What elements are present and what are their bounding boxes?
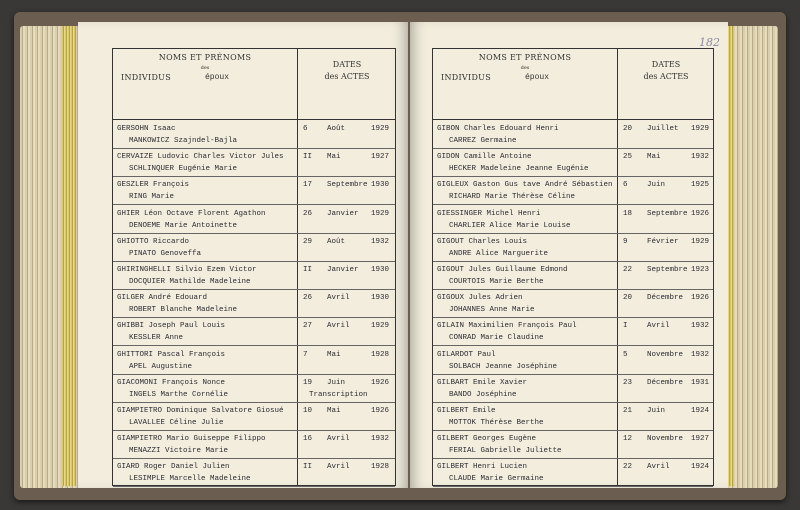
act-day: 18 xyxy=(623,209,633,218)
act-year: 1926 xyxy=(691,294,710,303)
register-entry xyxy=(433,121,713,149)
register-entry xyxy=(433,177,713,205)
left-page xyxy=(78,22,408,488)
register-entry xyxy=(113,347,395,375)
wife-name: CONRAD Marie Claudine xyxy=(449,334,544,343)
act-day: 17 xyxy=(303,181,313,190)
act-day: 16 xyxy=(303,435,313,444)
register-entry xyxy=(113,375,395,403)
act-day: II xyxy=(303,266,313,274)
register-entry xyxy=(433,262,713,290)
register-entry xyxy=(433,459,713,487)
husband-name: GILARDOT Paul xyxy=(437,350,496,359)
wife-name: SCHLINQUER Eugénie Marie xyxy=(129,165,238,174)
register-entry xyxy=(433,318,713,346)
wife-name: INGELS Marthe Cornélie xyxy=(129,390,229,399)
act-year: 1926 xyxy=(371,407,390,415)
act-year: 1931 xyxy=(691,378,710,387)
wife-name: DENOEME Marie Antoinette xyxy=(129,221,238,230)
act-month: Mai xyxy=(647,153,661,162)
husband-name: GERSOHN Isaac xyxy=(117,125,176,133)
wife-name: MOTTOK Thérèse Berthe xyxy=(449,419,544,427)
husband-name: GHIER Léon Octave Florent Agathon xyxy=(117,209,266,218)
act-month: Septembre xyxy=(647,209,688,218)
act-month: Août xyxy=(327,237,346,246)
register-entry xyxy=(113,262,395,290)
wife-name: ROBERT Blanche Madeleine xyxy=(129,306,238,315)
gilt-edge-left xyxy=(62,26,76,486)
register-entry xyxy=(433,290,713,318)
register-entry xyxy=(113,121,395,149)
husband-name: GIGOUT Jules Guillaume Edmond xyxy=(437,266,568,274)
register-entry xyxy=(433,234,713,262)
act-year: 1930 xyxy=(371,294,390,303)
act-month: Août xyxy=(327,125,346,133)
act-day: 29 xyxy=(303,237,313,246)
wife-name: DOCQUIER Mathilde Madeleine xyxy=(129,278,251,286)
register-entry xyxy=(113,459,395,487)
act-year: 1923 xyxy=(691,266,710,274)
act-day: 6 xyxy=(303,125,308,133)
act-year: 1929 xyxy=(371,125,390,133)
dates-column-header: DATES des ACTES xyxy=(643,60,689,81)
page-number: 182 xyxy=(699,36,720,49)
wife-name: CLAUDE Marie Germaine xyxy=(449,475,544,484)
register-entry xyxy=(433,206,713,234)
act-year: 1926 xyxy=(371,378,390,387)
husband-name: GIAMPIETRO Mario Guiseppe Filippo xyxy=(117,435,266,444)
act-month: Mai xyxy=(327,350,341,359)
act-month: Mai xyxy=(327,407,341,415)
act-month: Juin xyxy=(647,407,666,415)
register-entry xyxy=(433,149,713,177)
wife-name: JOHANNES Anne Marie xyxy=(449,306,535,315)
act-year: 1927 xyxy=(371,153,390,162)
act-month: Avril xyxy=(327,322,350,331)
act-year: 1930 xyxy=(371,181,390,190)
act-year: 1929 xyxy=(371,209,390,218)
act-day: 10 xyxy=(303,407,313,415)
act-day: 20 xyxy=(623,125,633,133)
left-register-table: NOMS ET PRÉNOMS des INDIVIDUS époux DATES des ACTES GERSOHN Isaac MANKOWICZ Szajndel-Bajla 6 Août 1929 CERVAIZE Ludovic Charles Victor Jules SCHLINQUER Eugénie Marie II Mai 1927 GESZLER François RING Marie 17 Septembre 1930 GHIER Léon Octave Florent Agathon DENOEME Marie Antoinette 26 Janvier 1929 GHIOTTO Riccardo PINATO Genoveffa 29 Août 1932 GHIRINGHELLI Silvio Ezem Victor DOCQUIER Mathilde Madeleine II Janvier 1930 GILGER André Edouard ROBERT Blanche Madeleine 26 Avril 1930 GHIBBI Joseph Paul Louis KESSLER Anne 27 Avril 1929 GHITTORI Pascal François APEL Augustine 7 Mai 1928 GIACOMONI François Nonce INGELS Marthe Cornélie 19 Juin 1926 Transcription GIAMPIETRO Dominique Salvatore Giosué LAVALLEE Céline Julie 10 Mai 1926 GIAMPIETRO Mario Guiseppe Filippo MENAZZI Victoire Marie 16 Avril 1932 GIARD Roger Daniel Julien LESIMPLE Marcelle Madeleine II Avril 1928 xyxy=(112,48,396,486)
act-month: Avril xyxy=(327,294,350,303)
husband-name: GHITTORI Pascal François xyxy=(117,350,226,359)
wife-name: PINATO Genoveffa xyxy=(129,249,202,258)
register-entry xyxy=(433,431,713,459)
husband-name: GIGOUT Charles Louis xyxy=(437,237,528,246)
act-year: 1932 xyxy=(371,435,390,444)
act-month: Juin xyxy=(327,378,346,387)
act-month: Septembre xyxy=(647,266,688,274)
act-day: 21 xyxy=(623,407,633,415)
act-month: Mai xyxy=(327,153,341,162)
husband-name: GIGLEUX Gaston Gus tave André Sébastien xyxy=(437,181,613,190)
act-year: 1929 xyxy=(691,237,710,246)
register-entry xyxy=(113,177,395,205)
act-year: 1927 xyxy=(691,435,710,444)
register-entry xyxy=(433,403,713,431)
husband-name: GIAMPIETRO Dominique Salvatore Giosué xyxy=(117,407,284,415)
wife-name: RICHARD Marie Thérèse Céline xyxy=(449,193,576,202)
act-month: Avril xyxy=(647,463,670,472)
dates-column-header: DATES des ACTES xyxy=(324,60,370,81)
act-year: 1932 xyxy=(371,237,390,246)
wife-name: HECKER Madeleine Jeanne Eugénie xyxy=(449,165,589,174)
act-year: 1929 xyxy=(691,125,710,133)
act-year: 1930 xyxy=(371,266,390,274)
act-day: 26 xyxy=(303,294,313,303)
act-day: 26 xyxy=(303,209,313,218)
act-month: Décembre xyxy=(647,378,684,387)
act-month: Janvier xyxy=(327,266,359,274)
act-month: Juillet xyxy=(647,125,679,133)
act-month: Novembre xyxy=(647,350,684,359)
husband-name: GHIOTTO Riccardo xyxy=(117,237,190,246)
register-entry xyxy=(433,375,713,403)
act-day: 6 xyxy=(623,181,628,190)
husband-name: GILBERT Henri Lucien xyxy=(437,463,528,472)
act-day: II xyxy=(303,463,313,472)
wife-name: COURTOIS Marie Berthe xyxy=(449,278,544,286)
act-day: 19 xyxy=(303,378,313,387)
act-day: 7 xyxy=(303,350,308,359)
act-day: 22 xyxy=(623,463,633,472)
act-day: II xyxy=(303,153,313,162)
wife-name: ANDRE Alice Marguerite xyxy=(449,249,549,258)
act-day: 9 xyxy=(623,237,628,246)
act-year: 1932 xyxy=(691,322,710,331)
husband-name: GILBERT Georges Eugène xyxy=(437,435,537,444)
act-year: 1928 xyxy=(371,350,390,359)
husband-name: GIBON Charles Edouard Henri xyxy=(437,125,559,133)
husband-name: GHIBBI Joseph Paul Louis xyxy=(117,322,226,331)
act-day: 27 xyxy=(303,322,313,331)
act-year: 1932 xyxy=(691,153,710,162)
act-month: Septembre xyxy=(327,181,368,190)
wife-name: RING Marie xyxy=(129,193,175,202)
act-year: 1928 xyxy=(371,463,390,472)
wife-name: APEL Augustine xyxy=(129,362,193,371)
act-year: 1926 xyxy=(691,209,710,218)
act-year: 1924 xyxy=(691,407,710,415)
wife-name: KESSLER Anne xyxy=(129,334,184,343)
act-year: 1932 xyxy=(691,350,710,359)
act-day: 23 xyxy=(623,378,633,387)
register-entry xyxy=(113,234,395,262)
husband-name: CERVAIZE Ludovic Charles Victor Jules xyxy=(117,153,284,162)
act-month: Novembre xyxy=(647,435,684,444)
act-month: Février xyxy=(647,237,679,246)
husband-name: GIESSINGER Michel Henri xyxy=(437,209,541,218)
register-entry xyxy=(113,318,395,346)
right-page xyxy=(410,22,728,488)
wife-name: LAVALLEE Céline Julie xyxy=(129,419,224,427)
wife-name: FERIAL Gabrielle Juliette xyxy=(449,447,562,456)
act-month: Janvier xyxy=(327,209,359,218)
act-day: 20 xyxy=(623,294,633,303)
husband-name: GILBERT Emile xyxy=(437,407,496,415)
act-month: Avril xyxy=(327,463,350,472)
act-month: Avril xyxy=(647,322,670,331)
act-day: I xyxy=(623,322,628,331)
register-entry xyxy=(433,347,713,375)
act-day: 5 xyxy=(623,350,628,359)
act-day: 22 xyxy=(623,266,633,274)
wife-name: MENAZZI Victoire Marie xyxy=(129,447,229,456)
register-entry xyxy=(113,149,395,177)
act-year: 1925 xyxy=(691,181,710,190)
act-month: Avril xyxy=(327,435,350,444)
register-entry xyxy=(113,290,395,318)
husband-name: GESZLER François xyxy=(117,181,190,190)
wife-name: MANKOWICZ Szajndel-Bajla xyxy=(129,137,238,145)
register-entry xyxy=(113,403,395,431)
husband-name: GIGOUX Jules Adrien xyxy=(437,294,523,303)
act-year: 1924 xyxy=(691,463,710,472)
act-month: Décembre xyxy=(647,294,684,303)
right-register-table: NOMS ET PRÉNOMS des INDIVIDUS époux DATES des ACTES GIBON Charles Edouard Henri CARREZ Germaine 20 Juillet 1929 GIDON Camille Antoine HECKER Madeleine Jeanne Eugénie 25 Mai 1932 GIGLEUX Gaston Gus tave André Sébastien RICHARD Marie Thérèse Céline 6 Juin 1925 GIESSINGER Michel Henri CHARLIER Alice Marie Louise 18 Septembre 1926 GIGOUT Charles Louis ANDRE Alice Marguerite 9 Février 1929 GIGOUT Jules Guillaume Edmond COURTOIS Marie Berthe 22 Septembre 1923 GIGOUX Jules Adrien JOHANNES Anne Marie 20 Décembre 1926 GILAIN Maximilien François Paul CONRAD Marie Claudine I Avril 1932 GILARDOT Paul SOLBACH Jeanne Joséphine 5 Novembre 1932 GILBART Emile Xavier BANDO Joséphine 23 Décembre 1931 GILBERT Emile MOTTOK Thérèse Berthe 21 Juin 1924 GILBERT Georges Eugène FERIAL Gabrielle Juliette 12 Novembre 1927 GILBERT Henri Lucien CLAUDE Marie Germaine 22 Avril 1924 xyxy=(432,48,714,486)
act-note: Transcription xyxy=(309,390,368,399)
husband-name: GIARD Roger Daniel Julien xyxy=(117,463,230,472)
act-month: Juin xyxy=(647,181,666,190)
wife-name: BANDO Joséphine xyxy=(449,390,517,399)
husband-name: GHIRINGHELLI Silvio Ezem Victor xyxy=(117,266,257,274)
wife-name: LESIMPLE Marcelle Madeleine xyxy=(129,475,251,484)
husband-name: GILAIN Maximilien François Paul xyxy=(437,322,577,331)
husband-name: GILBART Emile Xavier xyxy=(437,378,528,387)
husband-name: GILGER André Edouard xyxy=(117,294,208,303)
act-day: 25 xyxy=(623,153,633,162)
act-day: 12 xyxy=(623,435,633,444)
husband-name: GIACOMONI François Nonce xyxy=(117,378,226,387)
husband-name: GIDON Camille Antoine xyxy=(437,153,532,162)
register-entry xyxy=(113,431,395,459)
wife-name: CARREZ Germaine xyxy=(449,137,517,145)
wife-name: SOLBACH Jeanne Joséphine xyxy=(449,362,558,371)
act-year: 1929 xyxy=(371,322,390,331)
register-entry xyxy=(113,206,395,234)
wife-name: CHARLIER Alice Marie Louise xyxy=(449,221,571,230)
